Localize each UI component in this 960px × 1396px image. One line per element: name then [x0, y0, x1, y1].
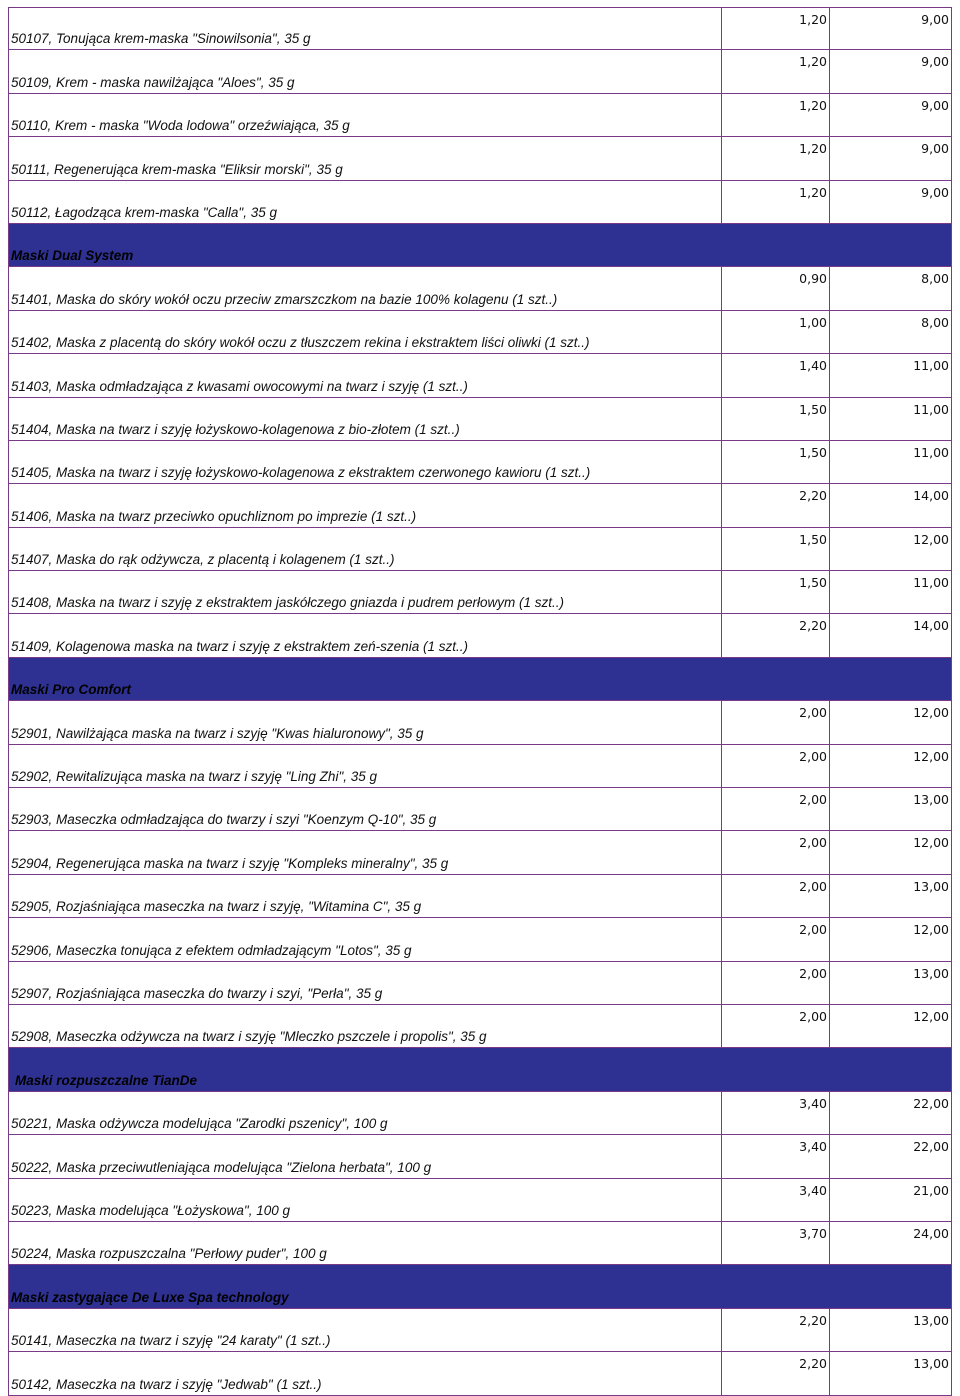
price-b-cell: 24,00 — [830, 1222, 952, 1265]
price-a-cell: 1,20 — [722, 50, 830, 93]
section-header-cell-a — [722, 1048, 830, 1091]
product-name-cell: 52908, Maseczka odżywcza na twarz i szyję "Mleczko pszczele i propolis", 35 g — [8, 1005, 722, 1048]
price-b-cell: 12,00 — [830, 918, 952, 961]
price-a-cell: 2,20 — [722, 614, 830, 657]
price-b-cell: 13,00 — [830, 875, 952, 918]
section-header-title — [8, 224, 722, 267]
price-a-cell: 2,20 — [722, 484, 830, 527]
table-row — [8, 875, 952, 918]
section-header-cell-b — [830, 1265, 952, 1308]
price-b-cell: 9,00 — [830, 7, 952, 50]
price-a-cell: 3,70 — [722, 1222, 830, 1265]
product-name-cell: 51408, Maska na twarz i szyję z ekstraktem jaskółczego gniazda i pudrem perłowym (1 szt..) — [8, 571, 722, 614]
price-b-cell: 8,00 — [830, 267, 952, 310]
table-row — [8, 571, 952, 614]
price-b-cell: 22,00 — [830, 1135, 952, 1178]
price-a-cell: 2,20 — [722, 1352, 830, 1395]
price-a-cell: 2,00 — [722, 788, 830, 831]
price-b-cell: 9,00 — [830, 181, 952, 224]
table-row — [8, 354, 952, 397]
table-row — [8, 528, 952, 571]
price-a-cell: 2,00 — [722, 962, 830, 1005]
table-row — [8, 94, 952, 137]
product-name-cell: 52904, Regenerująca maska na twarz i szyję "Kompleks mineralny", 35 g — [8, 831, 722, 874]
table-row — [8, 181, 952, 224]
price-b-cell: 14,00 — [830, 484, 952, 527]
price-a-cell: 1,40 — [722, 354, 830, 397]
table-row — [8, 831, 952, 874]
table-row — [8, 1222, 952, 1265]
price-b-cell: 12,00 — [830, 745, 952, 788]
section-header-label: Maski rozpuszczalne TianDe — [15, 1072, 198, 1088]
product-name-cell: 52903, Maseczka odmładzająca do twarzy i szyi "Koenzym Q-10", 35 g — [8, 788, 722, 831]
price-b-cell: 11,00 — [830, 571, 952, 614]
section-header-cell-a — [722, 224, 830, 267]
price-a-cell: 2,00 — [722, 918, 830, 961]
section-header-title — [8, 1048, 722, 1091]
price-a-cell: 1,20 — [722, 94, 830, 137]
product-name-cell: 50224, Maska rozpuszczalna "Perłowy puder", 100 g — [8, 1222, 722, 1265]
table-row — [8, 1179, 952, 1222]
product-name-cell: 50111, Regenerująca krem-maska "Eliksir morski", 35 g — [8, 137, 722, 180]
section-header-row — [8, 224, 952, 267]
table-row — [8, 1309, 952, 1352]
product-name-cell: 51403, Maska odmładzająca z kwasami owocowymi na twarz i szyję (1 szt..) — [8, 354, 722, 397]
price-a-cell: 3,40 — [722, 1135, 830, 1178]
table-row — [8, 50, 952, 93]
product-name-cell: 52901, Nawilżająca maska na twarz i szyję "Kwas hialuronowy", 35 g — [8, 701, 722, 744]
table-row — [8, 614, 952, 657]
product-name-cell: 50110, Krem - maska "Woda lodowa" orzeźwiająca, 35 g — [8, 94, 722, 137]
price-a-cell: 2,20 — [722, 1309, 830, 1352]
section-header-title — [8, 1265, 722, 1308]
table-row — [8, 745, 952, 788]
table-row — [8, 484, 952, 527]
section-header-row — [8, 1265, 952, 1308]
price-b-cell: 13,00 — [830, 788, 952, 831]
price-b-cell: 11,00 — [830, 398, 952, 441]
price-b-cell: 9,00 — [830, 94, 952, 137]
table-row — [8, 267, 952, 310]
price-a-cell: 1,50 — [722, 571, 830, 614]
price-a-cell: 2,00 — [722, 745, 830, 788]
section-header-label: Maski zastygające De Luxe Spa technology — [11, 1289, 289, 1305]
price-b-cell: 9,00 — [830, 137, 952, 180]
section-header-cell-a — [722, 658, 830, 701]
table-row — [8, 1005, 952, 1048]
price-b-cell: 12,00 — [830, 1005, 952, 1048]
price-a-cell: 2,00 — [722, 831, 830, 874]
product-name-cell: 50142, Maseczka na twarz i szyję "Jedwab" (1 szt..) — [8, 1352, 722, 1395]
product-name-cell: 52905, Rozjaśniająca maseczka na twarz i szyję, "Witamina C", 35 g — [8, 875, 722, 918]
product-name-cell: 51402, Maska z placentą do skóry wokół oczu z tłuszczem rekina i ekstraktem liści oliwki (1 szt..) — [8, 311, 722, 354]
price-a-cell: 2,00 — [722, 875, 830, 918]
section-header-cell-b — [830, 658, 952, 701]
product-name-cell: 51404, Maska na twarz i szyję łożyskowo-kolagenowa z bio-złotem (1 szt..) — [8, 398, 722, 441]
section-header-cell-b — [830, 224, 952, 267]
product-name-cell: 50223, Maska modelująca "Łożyskowa", 100 g — [8, 1179, 722, 1222]
product-name-cell: 50221, Maska odżywcza modelująca "Zarodki pszenicy", 100 g — [8, 1092, 722, 1135]
price-a-cell: 1,50 — [722, 528, 830, 571]
section-header-row — [8, 658, 952, 701]
price-a-cell: 1,20 — [722, 137, 830, 180]
price-a-cell: 3,40 — [722, 1092, 830, 1135]
table-row — [8, 918, 952, 961]
price-a-cell: 2,00 — [722, 1005, 830, 1048]
table-row — [8, 441, 952, 484]
price-a-cell: 1,50 — [722, 441, 830, 484]
section-header-label: Maski Dual System — [11, 248, 134, 264]
price-b-cell: 21,00 — [830, 1179, 952, 1222]
section-header-title — [8, 658, 722, 701]
price-a-cell: 1,20 — [722, 181, 830, 224]
price-a-cell: 2,00 — [722, 701, 830, 744]
table-row — [8, 7, 952, 50]
price-b-cell: 22,00 — [830, 1092, 952, 1135]
section-header-label: Maski Pro Comfort — [11, 682, 132, 698]
price-a-cell: 1,20 — [722, 7, 830, 50]
product-name-cell: 50107, Tonująca krem-maska "Sinowilsonia", 35 g — [8, 7, 722, 50]
table-row — [8, 137, 952, 180]
product-name-cell: 51401, Maska do skóry wokół oczu przeciw zmarszczkom na bazie 100% kolagenu (1 szt..) — [8, 267, 722, 310]
price-table — [8, 7, 952, 1396]
table-row — [8, 701, 952, 744]
table-row — [8, 962, 952, 1005]
price-b-cell: 9,00 — [830, 50, 952, 93]
price-a-cell: 0,90 — [722, 267, 830, 310]
section-header-row — [8, 1048, 952, 1091]
price-b-cell: 11,00 — [830, 354, 952, 397]
price-b-cell: 13,00 — [830, 962, 952, 1005]
product-name-cell: 50141, Maseczka na twarz i szyję "24 karaty" (1 szt..) — [8, 1309, 722, 1352]
price-b-cell: 12,00 — [830, 528, 952, 571]
product-name-cell: 50222, Maska przeciwutleniająca modelująca "Zielona herbata", 100 g — [8, 1135, 722, 1178]
section-header-cell-a — [722, 1265, 830, 1308]
table-row — [8, 788, 952, 831]
table-row — [8, 311, 952, 354]
table-row — [8, 398, 952, 441]
table-row — [8, 1352, 952, 1395]
product-name-cell: 50109, Krem - maska nawilżająca "Aloes", 35 g — [8, 50, 722, 93]
price-b-cell: 8,00 — [830, 311, 952, 354]
product-name-cell: 51405, Maska na twarz i szyję łożyskowo-kolagenowa z ekstraktem czerwonego kawioru (1 szt..) — [8, 441, 722, 484]
price-b-cell: 11,00 — [830, 441, 952, 484]
product-name-cell: 52906, Maseczka tonująca z efektem odmładzającym "Lotos", 35 g — [8, 918, 722, 961]
price-b-cell: 13,00 — [830, 1352, 952, 1395]
section-header-cell-b — [830, 1048, 952, 1091]
price-b-cell: 12,00 — [830, 701, 952, 744]
price-a-cell: 1,50 — [722, 398, 830, 441]
product-name-cell: 51409, Kolagenowa maska na twarz i szyję z ekstraktem zeń-szenia (1 szt..) — [8, 614, 722, 657]
product-name-cell: 51407, Maska do rąk odżywcza, z placentą i kolagenem (1 szt..) — [8, 528, 722, 571]
product-name-cell: 52902, Rewitalizująca maska na twarz i szyję "Ling Zhi", 35 g — [8, 745, 722, 788]
table-row — [8, 1092, 952, 1135]
product-name-cell: 52907, Rozjaśniająca maseczka do twarzy i szyi, "Perła", 35 g — [8, 962, 722, 1005]
price-b-cell: 13,00 — [830, 1309, 952, 1352]
price-a-cell: 1,00 — [722, 311, 830, 354]
price-a-cell: 3,40 — [722, 1179, 830, 1222]
price-b-cell: 14,00 — [830, 614, 952, 657]
product-name-cell: 50112, Łagodząca krem-maska "Calla", 35 g — [8, 181, 722, 224]
table-row — [8, 1135, 952, 1178]
price-b-cell: 12,00 — [830, 831, 952, 874]
product-name-cell: 51406, Maska na twarz przeciwko opuchliznom po imprezie (1 szt..) — [8, 484, 722, 527]
